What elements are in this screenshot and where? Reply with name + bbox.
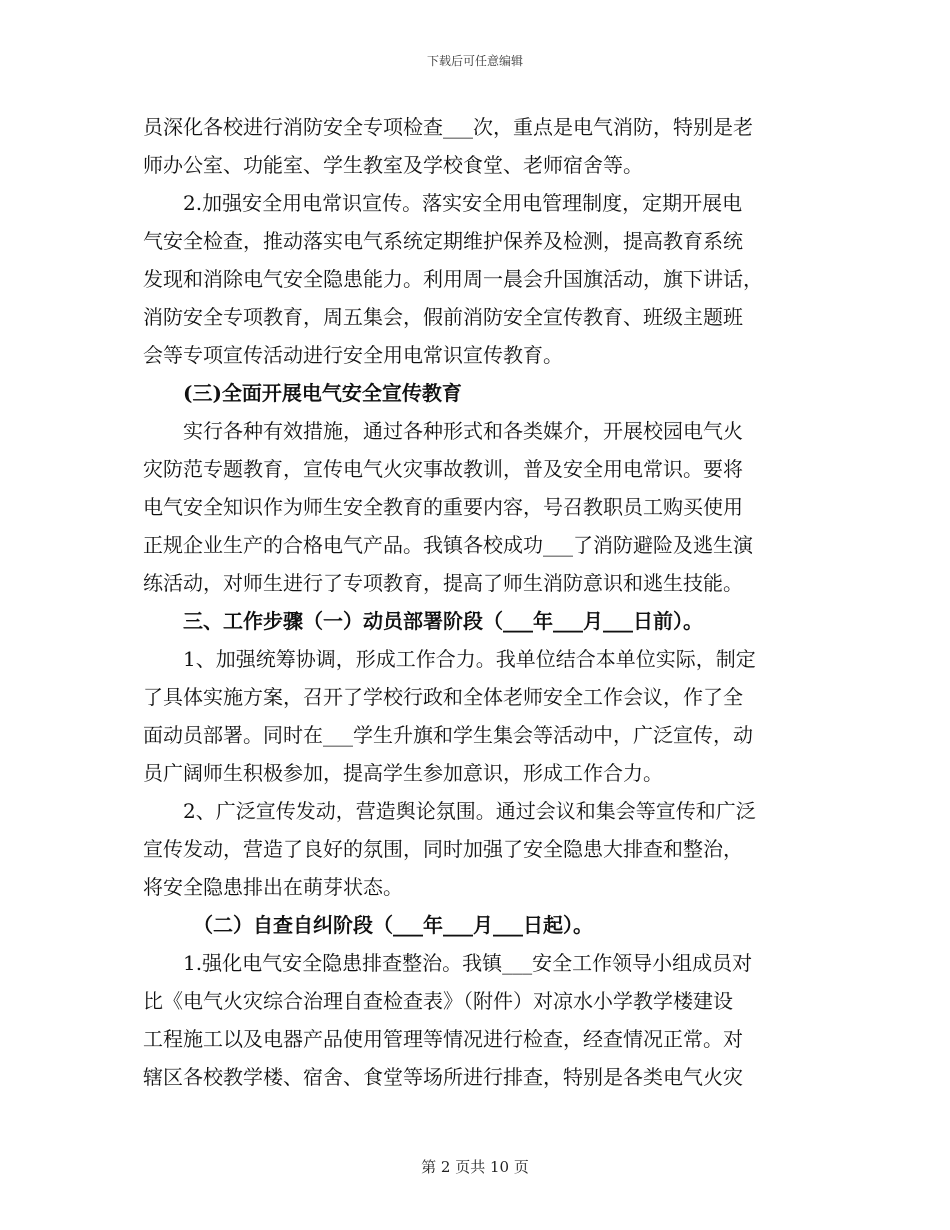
paragraph-line: 2.加强安全用电常识宣传。落实安全用电管理制度，定期开展电 — [183, 191, 743, 215]
paragraph-line: 工程施工以及电器产品使用管理等情况进行检查，经查情况正常。对 — [143, 1027, 743, 1051]
paragraph-line: 消防安全专项教育，周五集会，假前消防安全宣传教育、班级主题班 — [143, 305, 743, 329]
paragraph-line: 1、加强统筹协调，形成工作合力。我单位结合本单位实际，制定 — [183, 647, 756, 671]
document-body — [143, 108, 811, 1096]
paragraph-line: 员深化各校进行消防安全专项检查___次，重点是电气消防，特别是老 — [143, 115, 753, 139]
section-heading: （二）自查自纠阶段（___年___月___日起）。 — [193, 913, 593, 937]
paragraph-line: 发现和消除电气安全隐患能力。利用周一晨会升国旗活动，旗下讲话， — [143, 267, 763, 291]
paragraph-line: 面动员部署。同时在___学生升旗和学生集会等活动中，广泛宣传，动 — [143, 723, 753, 747]
paragraph-line: 2、广泛宣传发动，营造舆论氛围。通过会议和集会等宣传和广泛 — [183, 799, 756, 823]
paragraph-line: 实行各种有效措施，通过各种形式和各类媒介，开展校园电气火 — [183, 419, 743, 443]
paragraph-line: 宣传发动，营造了良好的氛围，同时加强了安全隐患大排查和整治， — [143, 837, 743, 861]
paragraph-line: 1.强化电气安全隐患排查整治。我镇___安全工作领导小组成员对 — [183, 951, 753, 975]
paragraph-line: 电气安全知识作为师生安全教育的重要内容，号召教职员工购买使用 — [143, 495, 743, 519]
paragraph-line: 辖区各校教学楼、宿舍、食堂等场所进行排查，特别是各类电气火灾 — [143, 1065, 743, 1089]
page-footer: 第 2 页共 10 页 — [421, 1158, 529, 1176]
paragraph-line: 了具体实施方案，召开了学校行政和全体老师安全工作会议，作了全 — [143, 685, 743, 709]
paragraph-line: 灾防范专题教育，宣传电气火灾事故教训，普及安全用电常识。要将 — [143, 457, 743, 481]
section-heading: 三、工作步骤（一）动员部署阶段（___年___月___日前）。 — [183, 609, 703, 633]
paragraph-line: 员广阔师生积极参加，提高学生参加意识，形成工作合力。 — [143, 761, 663, 785]
section-heading: (三)全面开展电气安全宣传教育 — [183, 381, 462, 405]
paragraph-line: 练活动，对师生进行了专项教育，提高了师生消防意识和逃生技能。 — [143, 571, 743, 595]
paragraph-line: 正规企业生产的合格电气产品。我镇各校成功___了消防避险及逃生演 — [143, 533, 753, 557]
paragraph-line: 比《电气火灾综合治理自查检查表》（附件）对凉水小学教学楼建设 — [143, 989, 733, 1013]
paragraph-line: 师办公室、功能室、学生教室及学校食堂、老师宿舍等。 — [143, 153, 643, 177]
paragraph-line: 气安全检查，推动落实电气系统定期维护保养及检测，提高教育系统 — [143, 229, 743, 253]
paragraph-line: 将安全隐患排出在萌芽状态。 — [143, 875, 403, 899]
paragraph-line: 会等专项宣传活动进行安全用电常识宣传教育。 — [143, 343, 563, 367]
page-header: 下载后可任意编辑 — [426, 54, 523, 68]
